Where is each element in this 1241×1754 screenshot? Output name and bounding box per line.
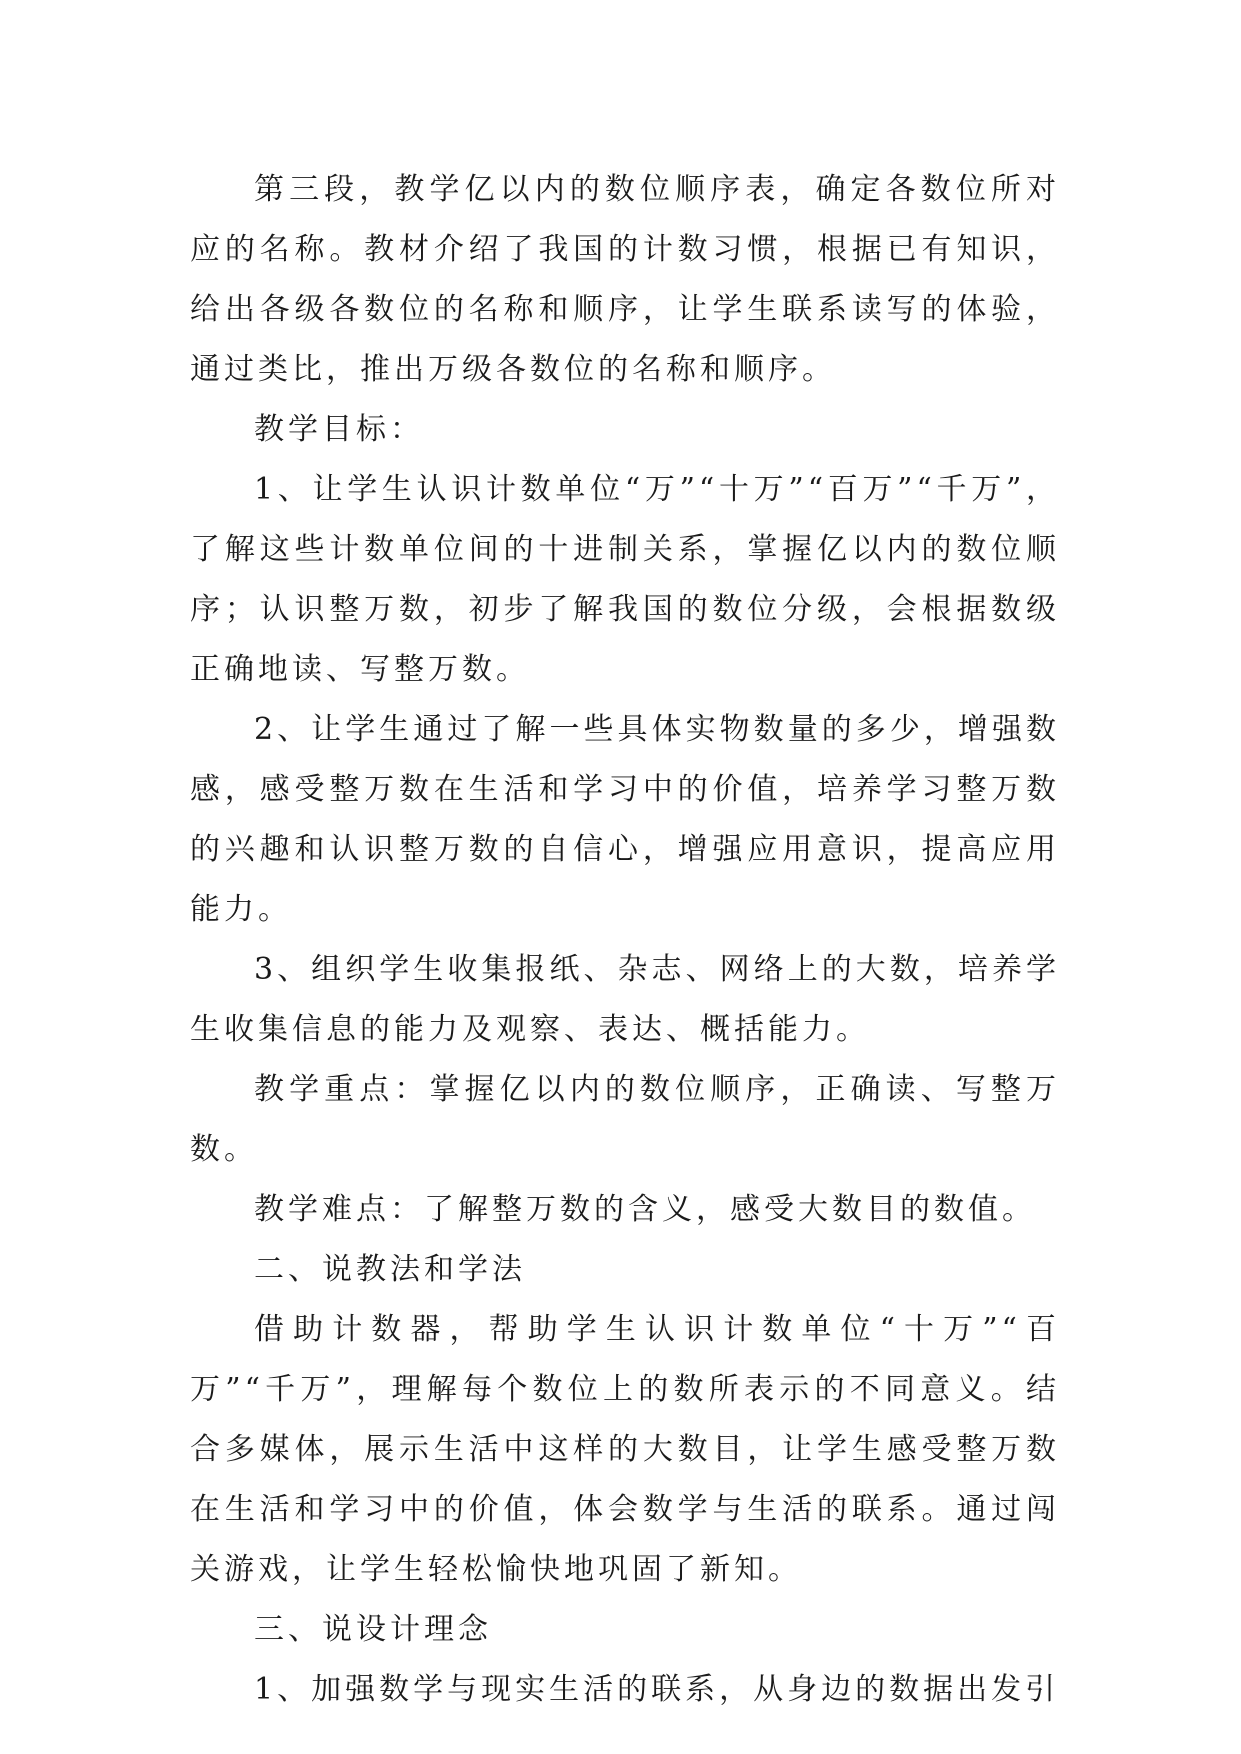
paragraph: 教学重点：掌握亿以内的数位顺序，正确读、写整万数。 (190, 1072, 1060, 1167)
paragraph: 第三段，教学亿以内的数位顺序表，确定各数位所对应的名称。教材介绍了我国的计数习惯，根据已有知识，给出各级各数位的名称和顺序，让学生联系读写的体验，通过类比，推出万级各数位的名称和顺序。 (190, 172, 1060, 387)
paragraph: 1、加强数学与现实生活的联系，从身边的数据出发引 (254, 1672, 1060, 1707)
paragraph: 借助计数器，帮助学生认识计数单位“十万”“百万”“千万”，理解每个数位上的数所表示的不同意义。结合多媒体，展示生活中这样的大数目，让学生感受整万数在生活和学习中的价值，体会数学与生活的联系。通过闯关游戏，让学生轻松愉快地巩固了新知。 (190, 1312, 1060, 1587)
document-body (190, 160, 1060, 1720)
paragraph: 1、让学生认识计数单位“万”“十万”“百万”“千万”，了解这些计数单位间的十进制关系，掌握亿以内的数位顺序；认识整万数，初步了解我国的数位分级，会根据数级正确地读、写整万数。 (190, 472, 1060, 687)
paragraph: 2、让学生通过了解一些具体实物数量的多少，增强数感，感受整万数在生活和学习中的价值，培养学习整万数的兴趣和认识整万数的自信心，增强应用意识，提高应用能力。 (190, 712, 1060, 927)
section-heading: 二、说教法和学法 (254, 1252, 526, 1287)
paragraph: 教学目标： (254, 412, 424, 447)
paragraph: 教学难点：了解整万数的含义，感受大数目的数值。 (254, 1192, 1036, 1227)
section-heading: 三、说设计理念 (254, 1612, 492, 1647)
paragraph: 3、组织学生收集报纸、杂志、网络上的大数，培养学生收集信息的能力及观察、表达、概括能力。 (190, 952, 1060, 1047)
